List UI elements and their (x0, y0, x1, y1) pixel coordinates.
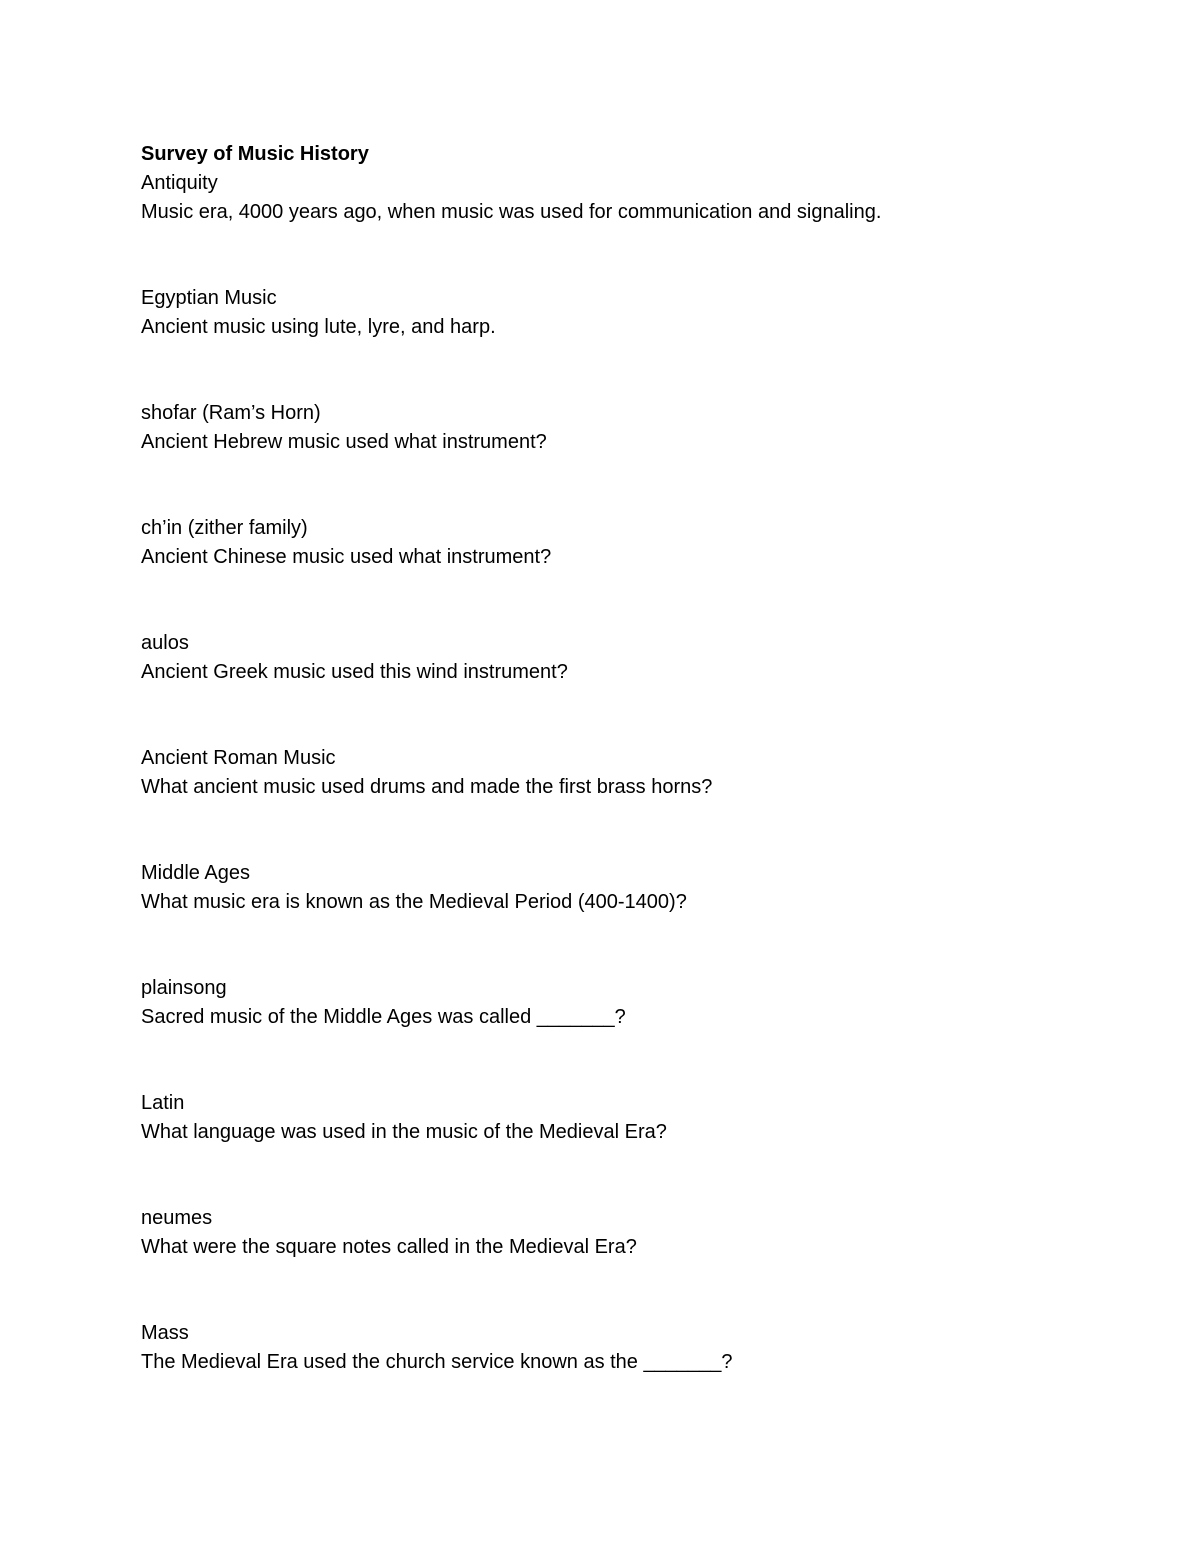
entry-term: Middle Ages (141, 862, 250, 884)
entry-term: ch’in (zither family) (141, 517, 308, 539)
entry-prompt: Ancient music using lute, lyre, and harp. (141, 316, 496, 338)
entry-term: Ancient Roman Music (141, 747, 336, 769)
document-title: Survey of Music History (141, 143, 369, 165)
entry-prompt: The Medieval Era used the church service known as the _______? (141, 1351, 733, 1373)
flashcard-entry (141, 399, 1141, 457)
entry-prompt: What were the square notes called in the Medieval Era? (141, 1236, 637, 1258)
entry-prompt: Music era, 4000 years ago, when music was used for communication and signaling. (141, 201, 882, 223)
entry-term: shofar (Ram’s Horn) (141, 402, 321, 424)
entry-term: Antiquity (141, 172, 218, 194)
flashcard-entry (141, 169, 1141, 227)
flashcard-entry (141, 629, 1141, 687)
flashcard-entry (141, 744, 1141, 802)
entry-prompt: Ancient Hebrew music used what instrument? (141, 431, 547, 453)
entry-prompt: What ancient music used drums and made the first brass horns? (141, 776, 713, 798)
flashcard-entry (141, 1089, 1141, 1147)
entry-prompt: Sacred music of the Middle Ages was called _______? (141, 1006, 626, 1028)
entry-term: aulos (141, 632, 189, 654)
entry-term: Egyptian Music (141, 287, 277, 309)
document-page (141, 140, 1141, 1434)
flashcard-entry (141, 284, 1141, 342)
entry-term: plainsong (141, 977, 227, 999)
flashcard-entry (141, 974, 1141, 1032)
flashcard-entry (141, 1204, 1141, 1262)
entry-term: Mass (141, 1322, 189, 1344)
entry-term: Latin (141, 1092, 185, 1114)
entry-prompt: What language was used in the music of the Medieval Era? (141, 1121, 667, 1143)
entry-prompt: What music era is known as the Medieval Period (400-1400)? (141, 891, 687, 913)
flashcard-entry (141, 514, 1141, 572)
flashcard-entry (141, 1319, 1141, 1377)
entry-term: neumes (141, 1207, 213, 1229)
flashcard-entry (141, 859, 1141, 917)
entry-prompt: Ancient Greek music used this wind instrument? (141, 661, 568, 683)
entry-prompt: Ancient Chinese music used what instrument? (141, 546, 552, 568)
